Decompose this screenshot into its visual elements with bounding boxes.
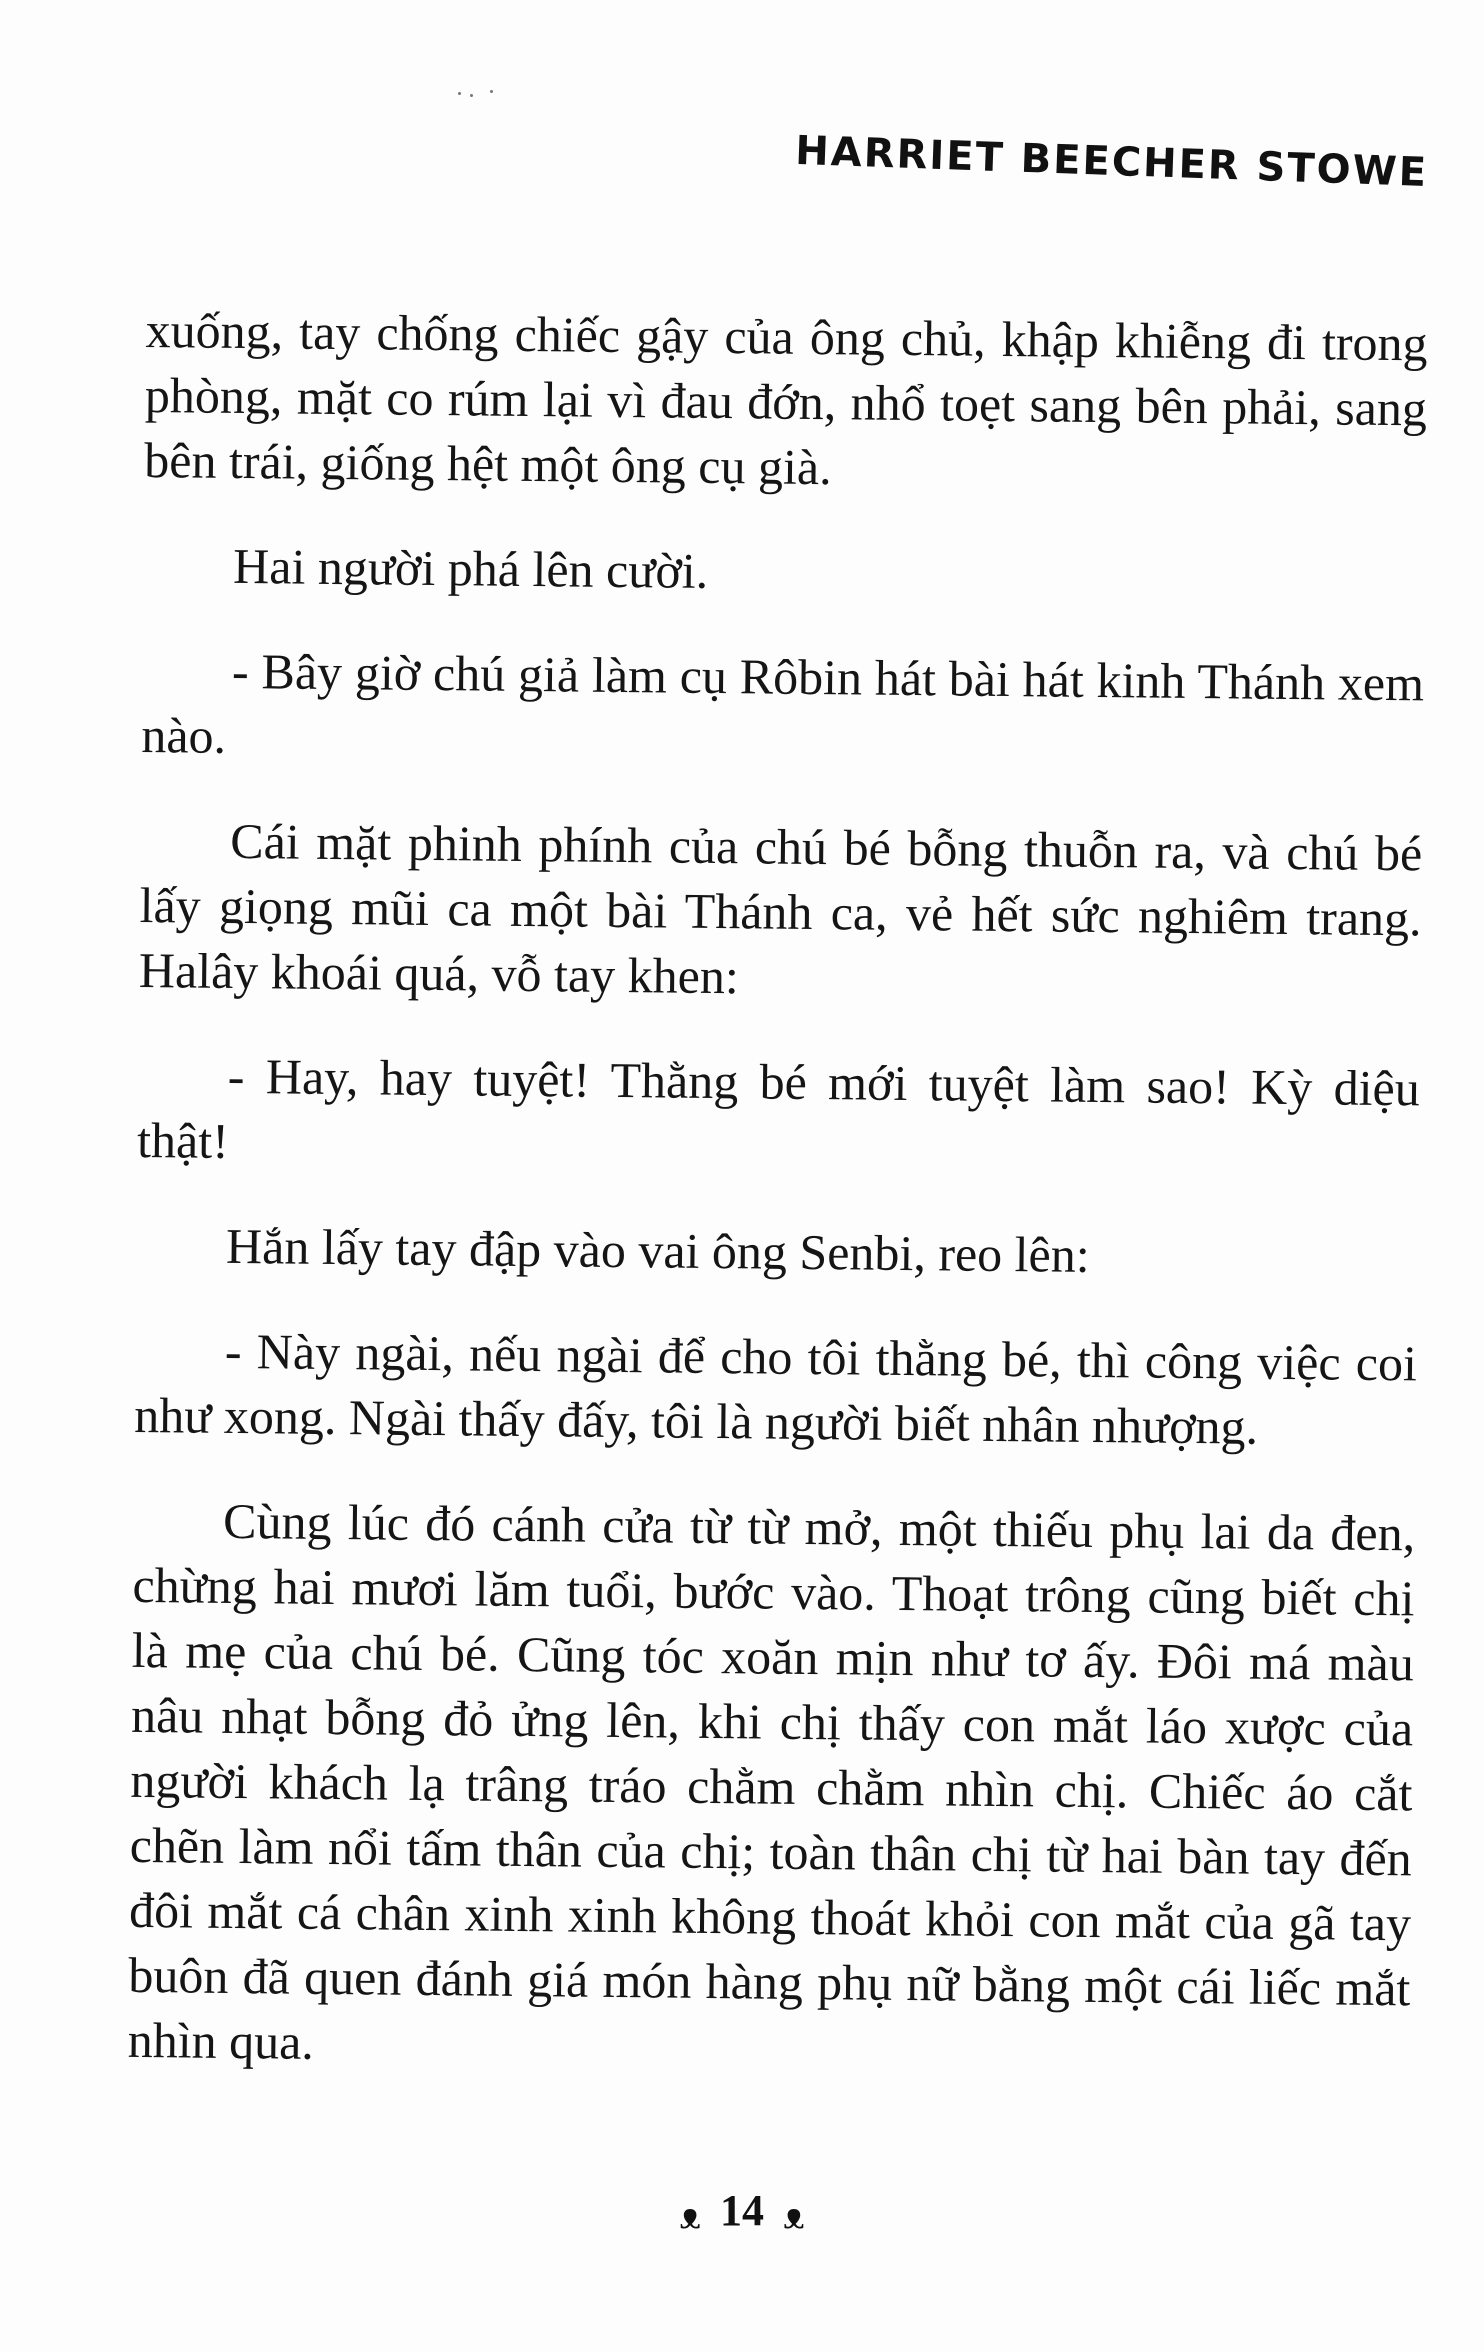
paragraph-6: Hắn lấy tay đập vào vai ông Senbi, reo lên: xyxy=(225,1217,1090,1283)
paragraph-5: - Hay, hay tuyệt! Thằng bé mới tuyệt làm sao! Kỳ diệu thật! xyxy=(136,1047,1421,1169)
paragraph-7: - Này ngài, nếu ngài để cho tôi thằng bé, thì công việc coi như xong. Ngài thấy đấy, tôi là người biết nhân nhượng. xyxy=(134,1322,1418,1455)
print-speck xyxy=(490,90,493,93)
paragraph-4: Cái mặt phinh phính của chú bé bỗng thuỗn ra, và chú bé lấy giọng mũi ca một bài Thánh ca, vẻ hết sức nghiêm trang. Halây khoái quá, vỗ tay khen: xyxy=(138,812,1423,1005)
ornament-right-icon: ᴥ xyxy=(783,2192,805,2238)
paragraph-3: - Bây giờ chú giả làm cụ Rôbin hát bài hát kinh Thánh xem nào. xyxy=(141,642,1425,764)
print-speck xyxy=(470,94,473,97)
running-header-author: HARRIET BEECHER STOWE xyxy=(794,127,1429,196)
page-number: 14 xyxy=(720,2186,764,2235)
paragraph-8: Cùng lúc đó cánh cửa từ từ mở, một thiếu phụ lai da đen, chừng hai mươi lăm tuổi, bước vào. Thoạt trông cũng biết chị là mẹ của chú bé. Cũng tóc xoăn mịn như tơ ấy. Đôi má màu nâu nhạt bỗng đỏ ửng lên, khi chị thấy con mắt láo xược của người khách lạ trâng tráo chằm chằm nhìn chị. Chiếc áo cắt chẽn làm nổi tấm thân của chị; toàn thân chị từ hai bàn tay đến đôi mắt cá chân xinh xinh không thoát khỏi con mắt của gã tay buôn đã quen đánh giá món hàng phụ nữ bằng một cái liếc mắt nhìn qua. xyxy=(127,1492,1416,2070)
body-text xyxy=(127,298,1428,2126)
print-speck xyxy=(458,92,461,95)
ornament-left-icon: ᴥ xyxy=(679,2192,701,2238)
page-footer xyxy=(0,2185,1484,2238)
paragraph-1: xuống, tay chống chiếc gậy của ông chủ, khập khiễng đi trong phòng, mặt co rúm lại vì đau đớn, nhổ toẹt sang bên phải, sang bên trái, giống hệt một ông cụ già. xyxy=(144,301,1428,496)
paragraph-2: Hai người phá lên cười. xyxy=(232,537,709,599)
